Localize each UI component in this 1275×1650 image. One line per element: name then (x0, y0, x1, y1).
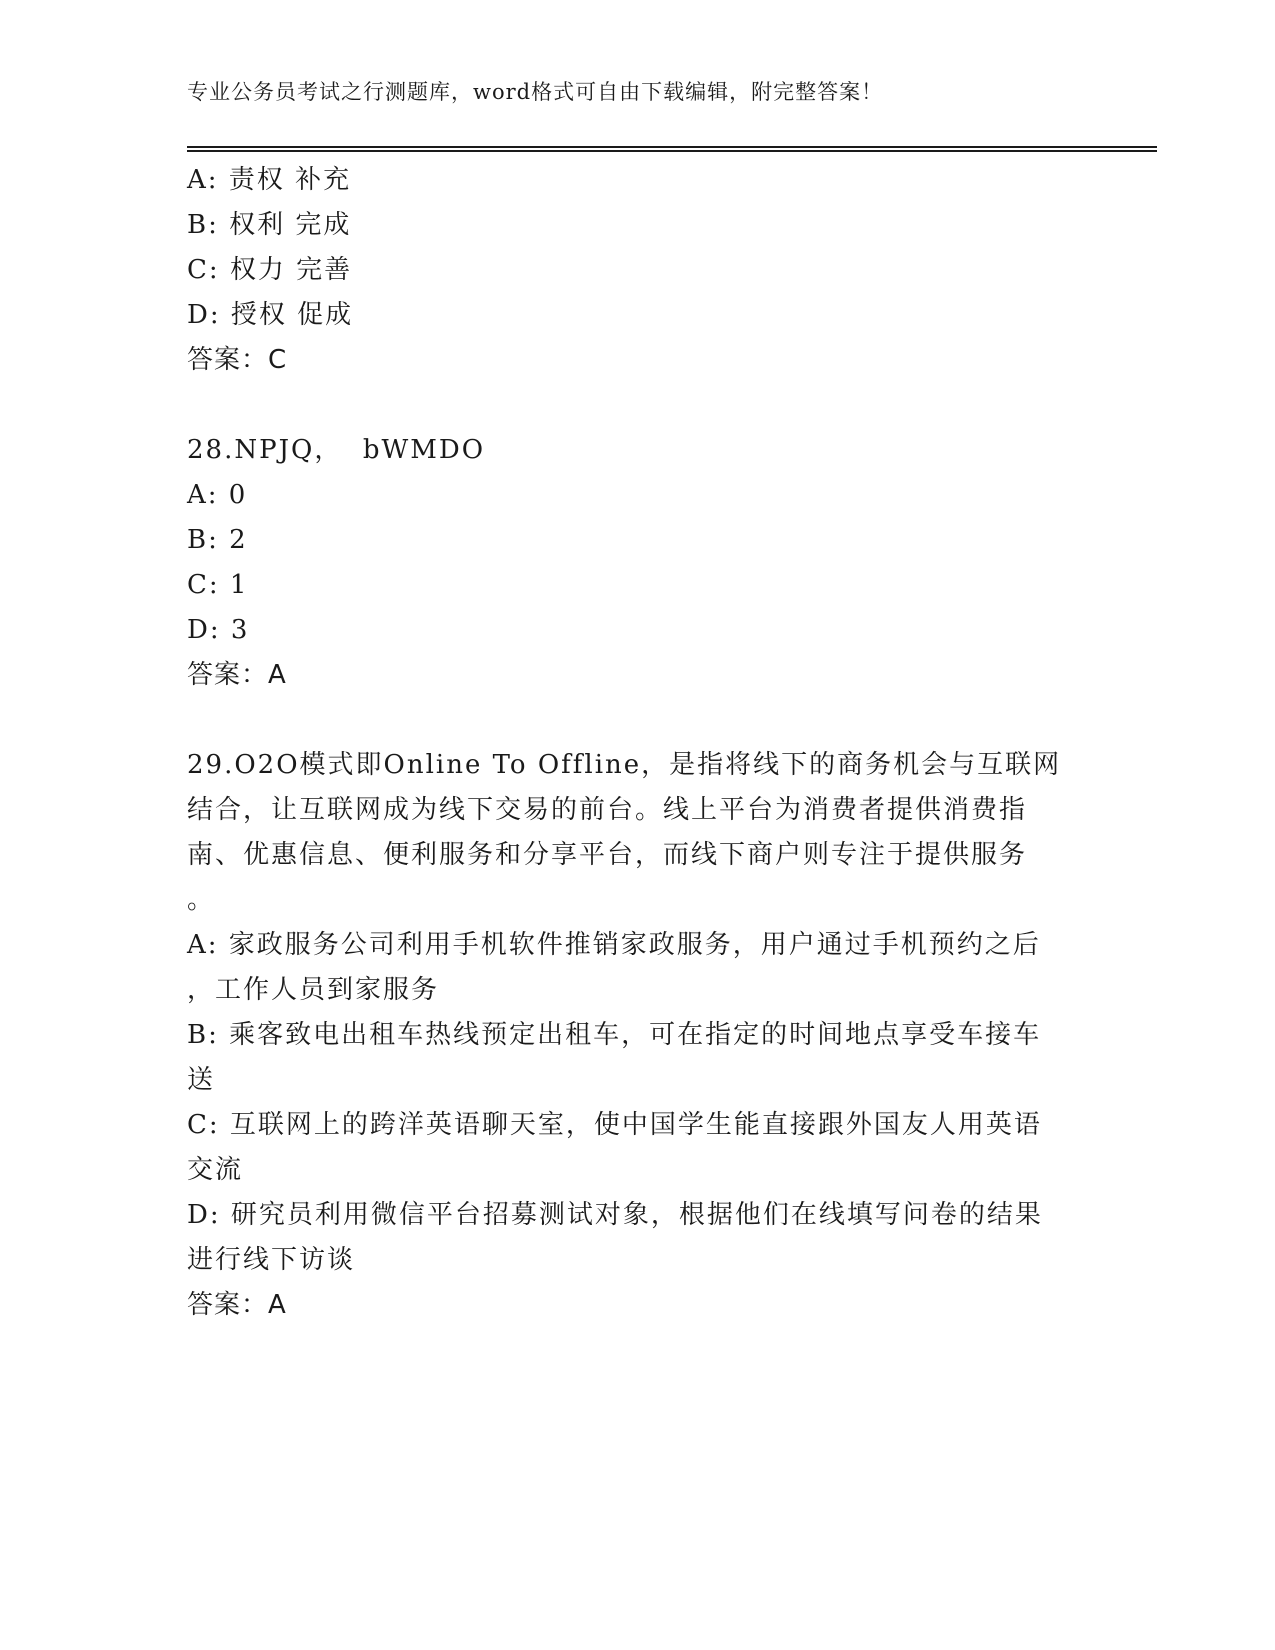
q28-option-d: D: 3 (187, 615, 250, 645)
q29-stem-line: 29.O2O模式即Online To Offline，是指将线下的商务机会与互联网 (187, 750, 1062, 780)
q28-answer: 答案：A (187, 660, 287, 690)
q27-answer: 答案：C (187, 345, 288, 375)
q28-option-a: A: 0 (187, 480, 248, 510)
q28-option-b: B: 2 (187, 525, 248, 555)
q29-option-a-cont: ，工作人员到家服务 (187, 975, 440, 1005)
header-rule-bottom (187, 150, 1157, 152)
q29-stem-line: 南、优惠信息、便利服务和分享平台，而线下商户则专注于提供服务 (187, 840, 1028, 870)
q29-option-c: C: 互联网上的跨洋英语聊天室，使中国学生能直接跟外国友人用英语 (187, 1110, 1042, 1140)
q29-option-d-cont: 进行线下访谈 (187, 1245, 356, 1275)
q29-stem-line: 结合，让互联网成为线下交易的前台。线上平台为消费者提供消费指 (187, 795, 1028, 825)
q27-option-c: C: 权力 完善 (187, 255, 353, 285)
q27-option-d: D: 授权 促成 (187, 300, 354, 330)
question-content (187, 158, 1067, 1328)
q28-option-c: C: 1 (187, 570, 249, 600)
q29-option-d: D: 研究员利用微信平台招募测试对象，根据他们在线填写问卷的结果 (187, 1200, 1043, 1230)
q29-option-b: B: 乘客致电出租车热线预定出租车，可在指定的时间地点享受车接车 (187, 1020, 1042, 1050)
spacer (187, 698, 1067, 743)
q29-option-b-cont: 送 (187, 1065, 216, 1095)
q27-option-b: B: 权利 完成 (187, 210, 352, 240)
q28-stem: 28.NPJQ， bWMDO (187, 435, 486, 465)
spacer (187, 383, 1067, 428)
q27-option-a: A: 责权 补充 (187, 165, 352, 195)
q29-option-c-cont: 交流 (187, 1155, 244, 1185)
q29-stem-line: 。 (187, 885, 216, 915)
page-header: 专业公务员考试之行测题库，word格式可自由下载编辑，附完整答案！ (187, 80, 884, 104)
q29-option-a: A: 家政服务公司利用手机软件推销家政服务，用户通过手机预约之后 (187, 930, 1041, 960)
header-rule-top (187, 146, 1157, 148)
q29-answer: 答案：A (187, 1290, 287, 1320)
